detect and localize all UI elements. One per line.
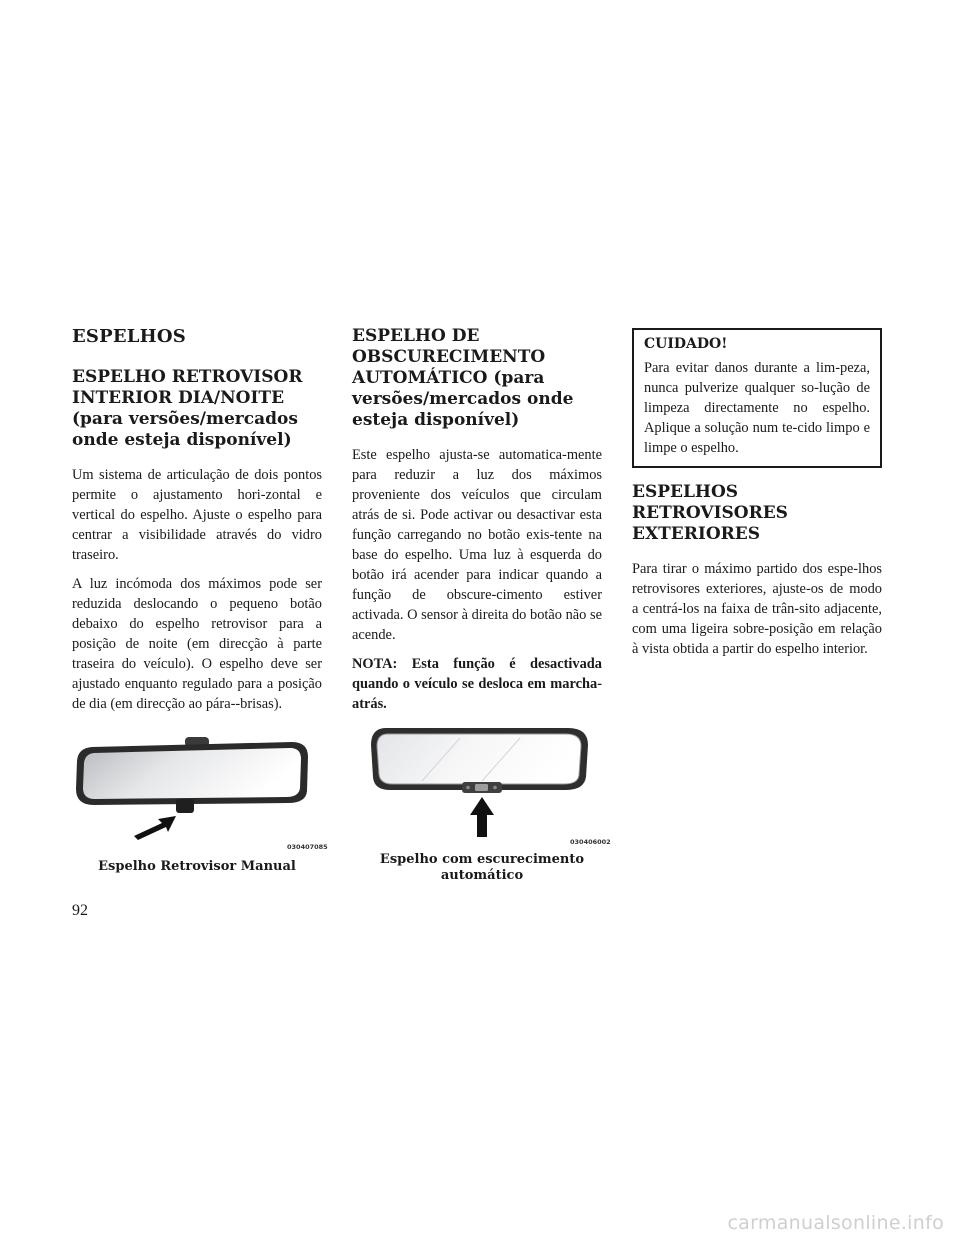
page-number: 92 [72, 902, 88, 919]
mirror-glass [83, 748, 301, 799]
note: NOTA: Esta função é desactivada quando o veículo se desloca em marcha-atrás. [352, 656, 602, 712]
auto-dim-button [475, 784, 488, 791]
arrow-up-icon [470, 797, 494, 837]
heading-exterior-mirrors: ESPELHOS RETROVISORES EXTERIORES [632, 482, 788, 544]
column-2 [352, 326, 602, 723]
caution-title: CUIDADO! [644, 336, 728, 352]
day-night-tab [176, 799, 194, 813]
caption-line: Espelho com escurecimento [379, 852, 585, 867]
figure-code: 030406002 [570, 838, 611, 846]
mirror-glass [377, 734, 581, 784]
manual-mirror-illustration [72, 733, 324, 848]
figure-code: 030407085 [287, 843, 328, 851]
sensor [493, 786, 497, 790]
indicator-light [466, 786, 470, 790]
heading-auto-dimming-mirror: ESPELHO DE OBSCURECIMENTO AUTOMÁTICO (para versões/mercados onde esteja disponível) [352, 326, 574, 430]
caution-box [632, 328, 882, 468]
caption-line: automático [440, 868, 524, 883]
caution-text: Para evitar danos durante a lim-peza, nunca pulverize qualquer so-lução de limpeza directamente no espelho. Aplique a solução num te-cido limpo e limpe o espelho. [644, 360, 870, 456]
auto-dimming-mirror-illustration [362, 723, 602, 838]
heading-day-night-mirror: ESPELHO RETROVISOR INTERIOR DIA/NOITE (para versões/mercados onde esteja disponível) [72, 367, 303, 450]
paragraph: Este espelho ajusta-se automatica-mente para reduzir a luz dos máximos proveniente dos veículos que circulam atrás de si. Pode activar ou desactivar esta função carregando no botão exis-tente na base do espelho. Uma luz à esquerda do botão irá acender para indicar quando a função de obscure-cimento estiver activada. O sensor à direita do botão não se acende. [352, 447, 602, 643]
watermark: carmanualsonline.info [727, 1212, 944, 1234]
paragraph: Para tirar o máximo partido dos espe-lhos retrovisores exteriores, ajuste-os de modo a centrá-los na faixa de trân-sito adjacente, com uma ligeira sobre-posição em relação à vista obtida a partir do espelho interior. [632, 561, 882, 657]
figure-caption: Espelho Retrovisor Manual [98, 859, 296, 874]
column-3 [632, 326, 882, 668]
paragraph: Um sistema de articulação de dois pontos permite o ajustamento hori-zontal e vertical do espelho. Ajuste o espelho para centrar a visibilidade através do vidro traseiro. [72, 467, 322, 563]
arrow-icon [134, 816, 176, 840]
section-title: ESPELHOS [72, 326, 186, 347]
figure-caption [352, 852, 612, 884]
paragraph: A luz incómoda dos máximos pode ser reduzida deslocando o pequeno botão debaixo do espelho retrovisor para a posição de noite (em direcção à parte traseira do veículo). O espelho deve ser ajustado enquanto regulado para a posição de dia (em direcção ao pára--brisas). [72, 576, 322, 712]
column-1 [72, 326, 322, 723]
